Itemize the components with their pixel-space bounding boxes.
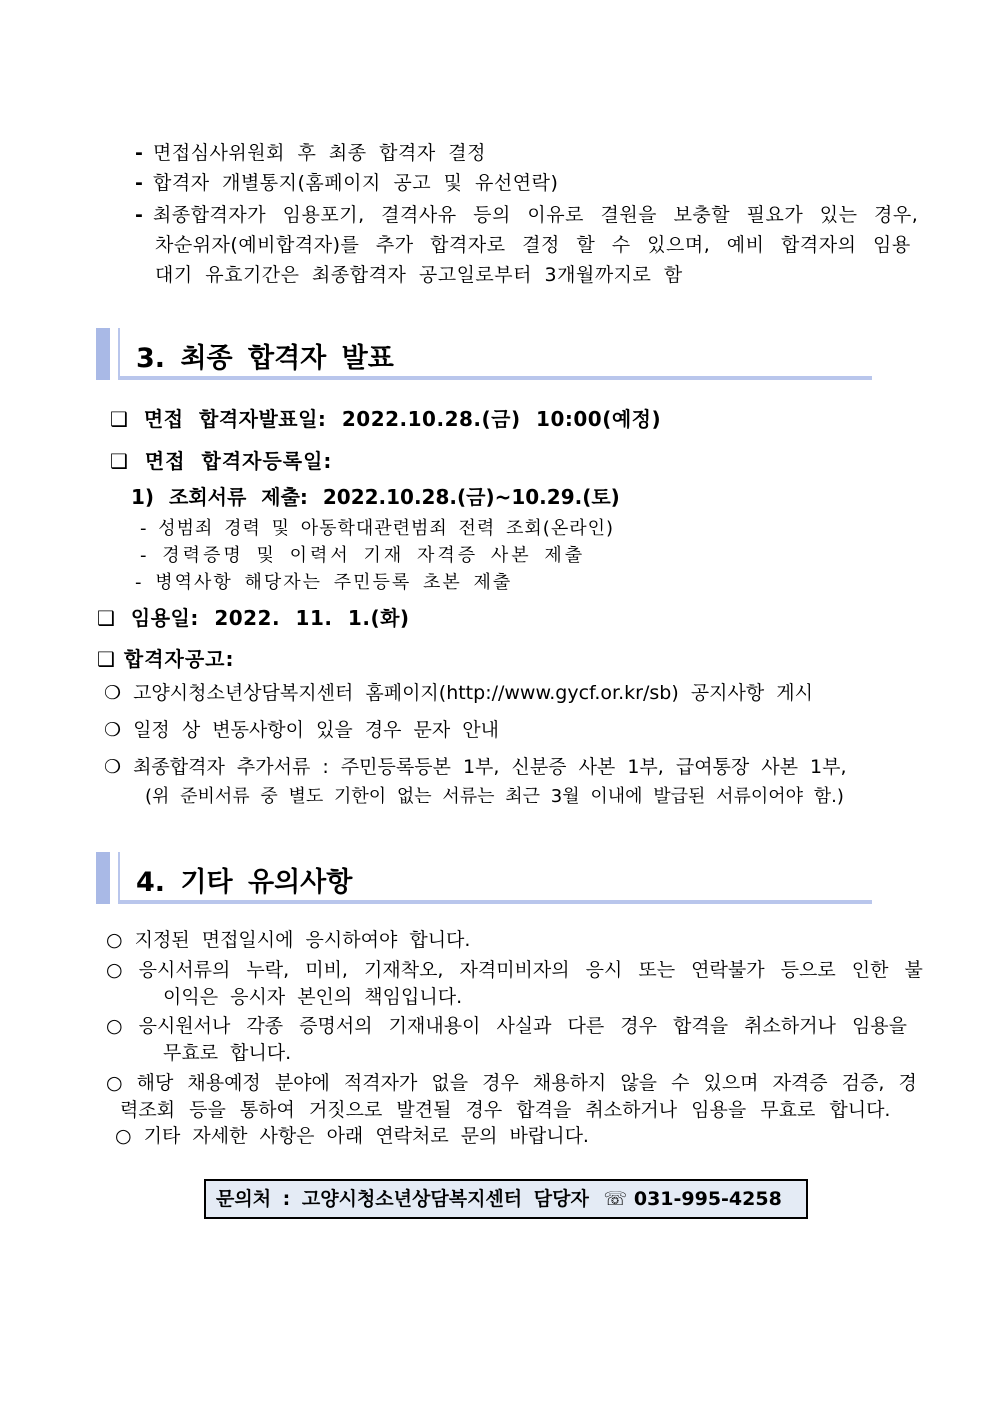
notice-item: ❍ 최종합격자 추가서류 : 주민등록등본 1부, 신분증 사본 1부, 급여통장 사본 1부, xyxy=(104,756,847,778)
section-underline xyxy=(120,900,872,904)
notice-line: ○ 응시서류의 누락, 미비, 기재착오, 자격미비자의 응시 또는 연락불가 등으로 인한 불 xyxy=(106,959,923,981)
section-4-title: 4. 기타 유의사항 xyxy=(136,867,353,898)
notice-line-continued: 무효로 합니다. xyxy=(163,1042,292,1064)
telephone-icon: ☏ xyxy=(603,1188,628,1210)
notice-line: ○ 해당 채용예정 분야에 적격자가 없을 경우 채용하지 않을 수 있으며 자격증 검증, 경 xyxy=(106,1072,917,1094)
notice-line: ○ 지정된 면접일시에 응시하여야 합니다. xyxy=(106,929,471,951)
announce-date: ❑ 면접 합격자발표일: 2022.10.28.(금) 10:00(예정) xyxy=(110,407,662,431)
contact-phone: 031-995-4258 xyxy=(633,1188,782,1210)
appoint-date: ❑ 임용일: 2022. 11. 1.(화) xyxy=(97,606,410,630)
notice-item: ❍ 고양시청소년상담복지센터 홈페이지(http://www.gycf.or.kr/sb) 공지사항 게시 xyxy=(104,682,813,704)
section-divider xyxy=(118,852,120,904)
register-date: ❑ 면접 합격자등록일: xyxy=(110,449,333,473)
section-divider xyxy=(118,328,120,380)
section-3-header xyxy=(96,328,872,380)
section-3-title: 3. 최종 합격자 발표 xyxy=(136,343,394,374)
doc-item: - 경력증명 및 이력서 기재 자격증 사본 제출 xyxy=(140,545,586,566)
notice-item: ❍ 일정 상 변동사항이 있을 경우 문자 안내 xyxy=(104,719,499,741)
notice-line-continued: 이익은 응시자 본인의 책임입니다. xyxy=(163,986,463,1008)
notice-heading: ❑ 합격자공고: xyxy=(97,647,235,671)
contact-label: 문의처 : 고양시청소년상담복지센터 담당자 xyxy=(216,1188,589,1210)
intro-item: 최종합격자가 임용포기, 결격사유 등의 이유로 결원을 보충할 필요가 있는 경우, xyxy=(153,204,919,226)
intro-item: 면접심사위원회 후 최종 합격자 결정 xyxy=(153,142,486,164)
doc-item: - 성범죄 경력 및 아동학대관련범죄 전력 조회(온라인) xyxy=(140,518,615,539)
section-accent-bar xyxy=(96,852,110,904)
intro-item-continued: 대기 유효기간은 최종합격자 공고일로부터 3개월까지로 함 xyxy=(155,264,683,286)
notice-line-continued: 력조회 등을 통하여 거짓으로 발견될 경우 합격을 취소하거나 임용을 무효로 합니다. xyxy=(120,1099,891,1121)
section-accent-bar xyxy=(96,328,110,380)
doc-item: - 병역사항 해당자는 주민등록 초본 제출 xyxy=(135,572,513,593)
notice-note: (위 준비서류 중 별도 기한이 없는 서류는 최근 3월 이내에 발급된 서류이어야 함.) xyxy=(145,786,844,807)
submit-period: 1) 조회서류 제출: 2022.10.28.(금)~10.29.(토) xyxy=(131,485,620,509)
dash-marker: - xyxy=(135,204,143,226)
contact-box xyxy=(204,1179,808,1219)
section-4-header xyxy=(96,852,872,904)
intro-item: 합격자 개별통지(홈페이지 공고 및 유선연락) xyxy=(153,172,559,194)
notice-line: ○ 응시원서나 각종 증명서의 기재내용이 사실과 다른 경우 합격을 취소하거나 임용을 xyxy=(106,1015,908,1037)
notice-line: ○ 기타 자세한 사항은 아래 연락처로 문의 바랍니다. xyxy=(115,1125,589,1147)
dash-marker: - xyxy=(135,142,143,164)
dash-marker: - xyxy=(135,172,143,194)
intro-item-continued: 차순위자(예비합격자)를 추가 합격자로 결정 할 수 있으며, 예비 합격자의 임용 xyxy=(155,234,911,256)
section-underline xyxy=(120,376,872,380)
